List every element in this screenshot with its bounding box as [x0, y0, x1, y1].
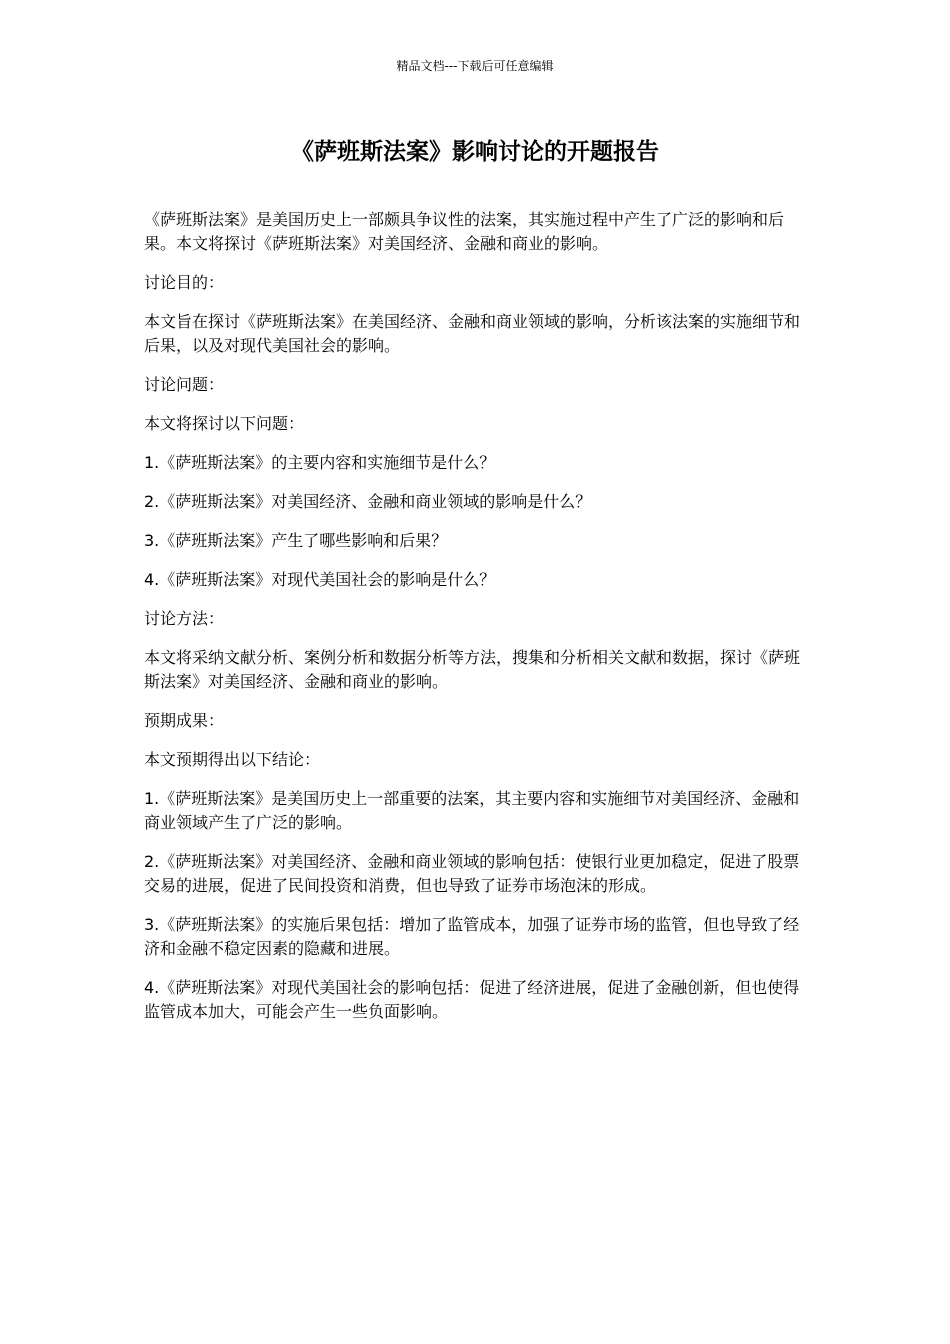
- result-item-1: 1.《萨班斯法案》是美国历史上一部重要的法案，其主要内容和实施细节对美国经济、金融和商业领域产生了广泛的影响。: [144, 789, 800, 832]
- section-heading-purpose: 讨论目的：: [144, 273, 225, 292]
- question-item-2: 2.《萨班斯法案》对美国经济、金融和商业领域的影响是什么？: [144, 492, 592, 511]
- question-item-4: 4.《萨班斯法案》对现代美国社会的影响是什么？: [144, 570, 496, 589]
- document-title: 《萨班斯法案》影响讨论的开题报告: [291, 139, 659, 165]
- method-paragraph: 本文将采纳文献分析、案例分析和数据分析等方法，搜集和分析相关文献和数据，探讨《萨班斯法案》对美国经济、金融和商业的影响。: [144, 648, 801, 691]
- section-heading-method: 讨论方法：: [144, 609, 225, 628]
- result-item-2: 2.《萨班斯法案》对美国经济、金融和商业领域的影响包括：使银行业更加稳定，促进了股票交易的进展，促进了民间投资和消费，但也导致了证券市场泡沫的形成。: [144, 852, 800, 895]
- results-intro: 本文预期得出以下结论：: [144, 750, 321, 769]
- page-header: 精品文档---下载后可任意编辑: [396, 59, 554, 73]
- section-heading-results: 预期成果：: [144, 711, 225, 730]
- result-item-3: 3.《萨班斯法案》的实施后果包括：增加了监管成本，加强了证券市场的监管，但也导致了经济和金融不稳定因素的隐藏和进展。: [144, 915, 800, 958]
- questions-intro: 本文将探讨以下问题：: [144, 414, 305, 433]
- purpose-paragraph: 本文旨在探讨《萨班斯法案》在美国经济、金融和商业领域的影响，分析该法案的实施细节和后果，以及对现代美国社会的影响。: [144, 312, 801, 355]
- result-item-4: 4.《萨班斯法案》对现代美国社会的影响包括：促进了经济进展，促进了金融创新，但也使得监管成本加大，可能会产生一些负面影响。: [144, 978, 800, 1021]
- section-heading-questions: 讨论问题：: [144, 375, 225, 394]
- document-body: [144, 208, 812, 1039]
- intro-paragraph: 《萨班斯法案》是美国历史上一部颇具争议性的法案，其实施过程中产生了广泛的影响和后果。本文将探讨《萨班斯法案》对美国经济、金融和商业的影响。: [144, 210, 785, 253]
- question-item-1: 1.《萨班斯法案》的主要内容和实施细节是什么？: [144, 453, 496, 472]
- question-item-3: 3.《萨班斯法案》产生了哪些影响和后果？: [144, 531, 448, 550]
